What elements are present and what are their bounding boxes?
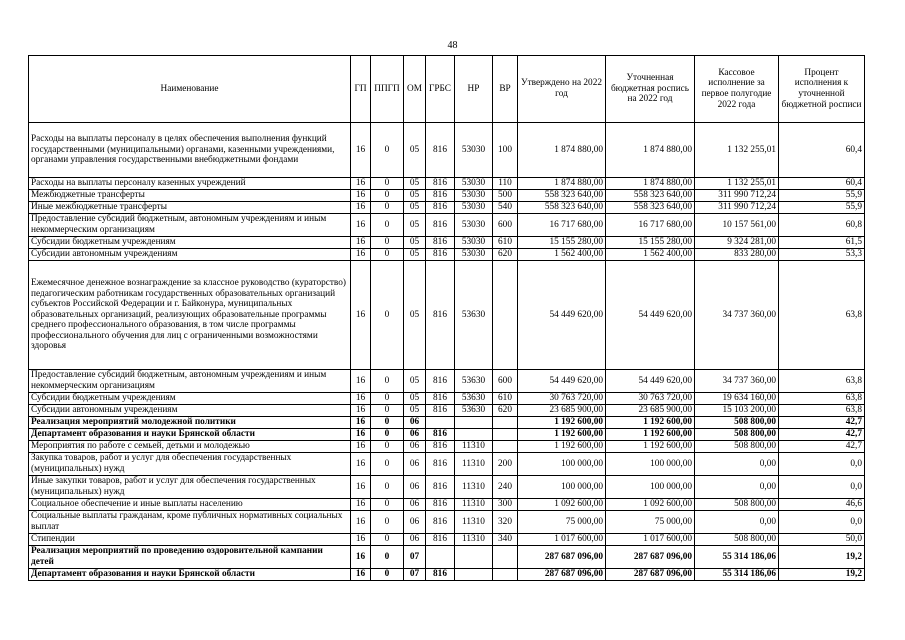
cell-cash: 19 634 160,00 <box>695 393 779 405</box>
cell-gp: 16 <box>351 546 371 569</box>
cell-vr: 340 <box>493 534 518 546</box>
table-row <box>29 123 865 178</box>
cell-np: 11310 <box>455 441 493 453</box>
cell-cash: 34 737 360,00 <box>695 370 779 393</box>
cell-percent: 55,9 <box>779 190 865 202</box>
table-row <box>29 534 865 546</box>
cell-grbs: 816 <box>426 178 455 190</box>
cell-refined: 1 874 880,00 <box>606 123 695 178</box>
cell-name: Ежемесячное денежное вознаграждение за классное руководство (кураторство) педагогическим работникам государственных образовательных организаций субъектов Российской Федерации и г. Байконура, муниципальных образовательных организаций, реализующих образовательные программы среднего профессионального образования, в том числе программы профессионального обучения для лиц с ограниченными возможностями здоровья <box>29 261 351 370</box>
cell-om: 07 <box>404 569 426 581</box>
cell-vr: 610 <box>493 393 518 405</box>
cell-grbs: 816 <box>426 441 455 453</box>
cell-cash: 508 800,00 <box>695 534 779 546</box>
cell-om: 06 <box>404 453 426 476</box>
cell-gp: 16 <box>351 261 371 370</box>
cell-percent: 63,8 <box>779 370 865 393</box>
cell-om: 06 <box>404 511 426 534</box>
table-row <box>29 499 865 511</box>
cell-percent: 0,0 <box>779 511 865 534</box>
cell-cash: 508 800,00 <box>695 417 779 429</box>
cell-gp: 16 <box>351 534 371 546</box>
cell-ppgp: 0 <box>371 453 404 476</box>
cell-percent: 60,4 <box>779 178 865 190</box>
cell-vr <box>493 546 518 569</box>
cell-ppgp: 0 <box>371 249 404 261</box>
cell-approved: 558 323 640,00 <box>518 190 606 202</box>
cell-grbs: 816 <box>426 499 455 511</box>
cell-vr: 100 <box>493 123 518 178</box>
page-number: 48 <box>447 40 458 51</box>
cell-name: Предоставление субсидий бюджетным, автономным учреждениям и иным некоммерческим организациям <box>29 370 351 393</box>
cell-cash: 311 990 712,24 <box>695 190 779 202</box>
table-row <box>29 511 865 534</box>
cell-ppgp: 0 <box>371 534 404 546</box>
cell-vr: 240 <box>493 476 518 499</box>
cell-percent: 0,0 <box>779 453 865 476</box>
cell-name: Межбюджетные трансферты <box>29 190 351 202</box>
header-gp: ГП <box>351 56 371 123</box>
cell-om: 05 <box>404 178 426 190</box>
header-name: Наименование <box>29 56 351 123</box>
cell-grbs: 816 <box>426 249 455 261</box>
cell-gp: 16 <box>351 429 371 441</box>
cell-om: 06 <box>404 534 426 546</box>
header-np: НР <box>455 56 493 123</box>
header-grbs: ГРБС <box>426 56 455 123</box>
cell-cash: 55 314 186,06 <box>695 569 779 581</box>
table-row <box>29 202 865 214</box>
cell-np: 11310 <box>455 534 493 546</box>
cell-gp: 16 <box>351 237 371 249</box>
cell-om: 05 <box>404 405 426 417</box>
cell-gp: 16 <box>351 417 371 429</box>
cell-refined: 287 687 096,00 <box>606 569 695 581</box>
cell-np: 53030 <box>455 249 493 261</box>
cell-om: 06 <box>404 499 426 511</box>
cell-gp: 16 <box>351 214 371 237</box>
cell-approved: 16 717 680,00 <box>518 214 606 237</box>
cell-ppgp: 0 <box>371 499 404 511</box>
cell-percent: 60,8 <box>779 214 865 237</box>
cell-gp: 16 <box>351 393 371 405</box>
cell-cash: 0,00 <box>695 476 779 499</box>
cell-approved: 75 000,00 <box>518 511 606 534</box>
table-row <box>29 261 865 370</box>
cell-percent: 50,0 <box>779 534 865 546</box>
cell-cash: 34 737 360,00 <box>695 261 779 370</box>
cell-ppgp: 0 <box>371 569 404 581</box>
cell-grbs: 816 <box>426 476 455 499</box>
header-cash: Кассовое исполнение за первое полугодие 2022 года <box>695 56 779 123</box>
cell-np: 53630 <box>455 405 493 417</box>
cell-grbs: 816 <box>426 393 455 405</box>
cell-grbs: 816 <box>426 370 455 393</box>
cell-name: Социальное обеспечение и иные выплаты населению <box>29 499 351 511</box>
table-row <box>29 237 865 249</box>
cell-refined: 558 323 640,00 <box>606 190 695 202</box>
cell-refined: 287 687 096,00 <box>606 546 695 569</box>
cell-approved: 30 763 720,00 <box>518 393 606 405</box>
table-row <box>29 214 865 237</box>
cell-cash: 508 800,00 <box>695 499 779 511</box>
cell-np: 53030 <box>455 202 493 214</box>
cell-approved: 287 687 096,00 <box>518 569 606 581</box>
cell-grbs: 816 <box>426 453 455 476</box>
cell-grbs: 816 <box>426 123 455 178</box>
table-header-row <box>29 56 865 123</box>
cell-name: Стипендии <box>29 534 351 546</box>
cell-percent: 46,6 <box>779 499 865 511</box>
cell-refined: 1 092 600,00 <box>606 499 695 511</box>
cell-approved: 1 874 880,00 <box>518 123 606 178</box>
cell-ppgp: 0 <box>371 417 404 429</box>
cell-name: Закупка товаров, работ и услуг для обеспечения государственных (муниципальных) нужд <box>29 453 351 476</box>
cell-gp: 16 <box>351 202 371 214</box>
cell-ppgp: 0 <box>371 190 404 202</box>
cell-grbs: 816 <box>426 237 455 249</box>
cell-vr: 110 <box>493 178 518 190</box>
table-row <box>29 393 865 405</box>
table-row <box>29 405 865 417</box>
cell-approved: 1 874 880,00 <box>518 178 606 190</box>
cell-refined: 15 155 280,00 <box>606 237 695 249</box>
cell-om: 05 <box>404 123 426 178</box>
cell-refined: 16 717 680,00 <box>606 214 695 237</box>
cell-name: Субсидии бюджетным учреждениям <box>29 393 351 405</box>
cell-ppgp: 0 <box>371 546 404 569</box>
cell-np: 53630 <box>455 393 493 405</box>
table-row <box>29 249 865 261</box>
cell-name: Мероприятия по работе с семьей, детьми и молодежью <box>29 441 351 453</box>
cell-refined: 558 323 640,00 <box>606 202 695 214</box>
cell-refined: 1 017 600,00 <box>606 534 695 546</box>
table-row <box>29 429 865 441</box>
header-om: ОМ <box>404 56 426 123</box>
cell-om: 06 <box>404 417 426 429</box>
cell-np: 53030 <box>455 237 493 249</box>
cell-approved: 1 192 600,00 <box>518 441 606 453</box>
cell-approved: 1 192 600,00 <box>518 417 606 429</box>
cell-np: 53030 <box>455 214 493 237</box>
cell-refined: 1 192 600,00 <box>606 417 695 429</box>
cell-grbs <box>426 417 455 429</box>
cell-ppgp: 0 <box>371 370 404 393</box>
cell-np <box>455 429 493 441</box>
header-ppgp: ППГП <box>371 56 404 123</box>
cell-np: 11310 <box>455 476 493 499</box>
cell-percent: 42,7 <box>779 429 865 441</box>
cell-om: 05 <box>404 190 426 202</box>
header-approved: Утверждено на 2022 год <box>518 56 606 123</box>
cell-grbs <box>426 546 455 569</box>
cell-approved: 15 155 280,00 <box>518 237 606 249</box>
cell-name: Реализация мероприятий молодежной политики <box>29 417 351 429</box>
cell-cash: 1 132 255,01 <box>695 123 779 178</box>
cell-ppgp: 0 <box>371 476 404 499</box>
cell-ppgp: 0 <box>371 511 404 534</box>
cell-approved: 1 192 600,00 <box>518 429 606 441</box>
cell-percent: 63,8 <box>779 405 865 417</box>
cell-percent: 63,8 <box>779 393 865 405</box>
cell-vr: 600 <box>493 370 518 393</box>
cell-om: 05 <box>404 393 426 405</box>
cell-ppgp: 0 <box>371 123 404 178</box>
cell-vr <box>493 417 518 429</box>
cell-gp: 16 <box>351 569 371 581</box>
cell-gp: 16 <box>351 453 371 476</box>
budget-execution-table <box>28 55 865 581</box>
cell-ppgp: 0 <box>371 214 404 237</box>
cell-om: 06 <box>404 441 426 453</box>
cell-vr: 300 <box>493 499 518 511</box>
table-row <box>29 178 865 190</box>
header-vr: ВР <box>493 56 518 123</box>
header-refined: Уточненная бюджетная роспись на 2022 год <box>606 56 695 123</box>
cell-name: Предоставление субсидий бюджетным, автономным учреждениям и иным некоммерческим организациям <box>29 214 351 237</box>
cell-np: 53630 <box>455 261 493 370</box>
cell-np: 11310 <box>455 453 493 476</box>
cell-gp: 16 <box>351 370 371 393</box>
cell-name: Субсидии автономным учреждениям <box>29 405 351 417</box>
cell-name: Субсидии автономным учреждениям <box>29 249 351 261</box>
table-body <box>29 123 865 581</box>
cell-approved: 287 687 096,00 <box>518 546 606 569</box>
cell-approved: 54 449 620,00 <box>518 370 606 393</box>
cell-om: 05 <box>404 237 426 249</box>
cell-approved: 1 562 400,00 <box>518 249 606 261</box>
cell-cash: 508 800,00 <box>695 429 779 441</box>
cell-vr: 320 <box>493 511 518 534</box>
cell-refined: 100 000,00 <box>606 476 695 499</box>
cell-name: Иные закупки товаров, работ и услуг для обеспечения государственных (муниципальных) нужд <box>29 476 351 499</box>
cell-vr <box>493 261 518 370</box>
cell-gp: 16 <box>351 190 371 202</box>
cell-ppgp: 0 <box>371 393 404 405</box>
cell-name: Департамент образования и науки Брянской области <box>29 569 351 581</box>
cell-np <box>455 546 493 569</box>
cell-cash: 311 990 712,24 <box>695 202 779 214</box>
cell-refined: 1 874 880,00 <box>606 178 695 190</box>
cell-np: 11310 <box>455 499 493 511</box>
cell-refined: 54 449 620,00 <box>606 370 695 393</box>
table-row <box>29 569 865 581</box>
cell-percent: 60,4 <box>779 123 865 178</box>
cell-np: 53030 <box>455 190 493 202</box>
table-row <box>29 453 865 476</box>
cell-cash: 0,00 <box>695 453 779 476</box>
cell-np: 53030 <box>455 123 493 178</box>
cell-name: Субсидии бюджетным учреждениям <box>29 237 351 249</box>
cell-grbs: 816 <box>426 202 455 214</box>
cell-refined: 100 000,00 <box>606 453 695 476</box>
cell-gp: 16 <box>351 178 371 190</box>
cell-vr: 600 <box>493 214 518 237</box>
cell-ppgp: 0 <box>371 202 404 214</box>
cell-ppgp: 0 <box>371 429 404 441</box>
cell-om: 06 <box>404 476 426 499</box>
cell-cash: 15 103 200,00 <box>695 405 779 417</box>
cell-grbs: 816 <box>426 511 455 534</box>
cell-refined: 1 192 600,00 <box>606 429 695 441</box>
cell-vr: 200 <box>493 453 518 476</box>
cell-vr: 610 <box>493 237 518 249</box>
cell-name: Департамент образования и науки Брянской области <box>29 429 351 441</box>
cell-name: Иные межбюджетные трансферты <box>29 202 351 214</box>
cell-percent: 53,3 <box>779 249 865 261</box>
cell-np: 11310 <box>455 511 493 534</box>
cell-gp: 16 <box>351 249 371 261</box>
cell-refined: 30 763 720,00 <box>606 393 695 405</box>
cell-percent: 19,2 <box>779 546 865 569</box>
cell-percent: 0,0 <box>779 476 865 499</box>
cell-vr <box>493 569 518 581</box>
cell-gp: 16 <box>351 511 371 534</box>
cell-approved: 100 000,00 <box>518 453 606 476</box>
cell-percent: 63,8 <box>779 261 865 370</box>
cell-vr: 500 <box>493 190 518 202</box>
cell-ppgp: 0 <box>371 405 404 417</box>
cell-refined: 1 192 600,00 <box>606 441 695 453</box>
cell-grbs: 816 <box>426 261 455 370</box>
cell-ppgp: 0 <box>371 441 404 453</box>
cell-name: Реализация мероприятий по проведению оздоровительной кампании детей <box>29 546 351 569</box>
cell-grbs: 816 <box>426 569 455 581</box>
cell-refined: 1 562 400,00 <box>606 249 695 261</box>
cell-cash: 55 314 186,06 <box>695 546 779 569</box>
cell-grbs: 816 <box>426 405 455 417</box>
cell-om: 06 <box>404 429 426 441</box>
cell-refined: 23 685 900,00 <box>606 405 695 417</box>
cell-gp: 16 <box>351 123 371 178</box>
cell-percent: 42,7 <box>779 441 865 453</box>
cell-refined: 75 000,00 <box>606 511 695 534</box>
cell-om: 05 <box>404 370 426 393</box>
cell-np <box>455 417 493 429</box>
cell-gp: 16 <box>351 405 371 417</box>
cell-percent: 19,2 <box>779 569 865 581</box>
cell-approved: 54 449 620,00 <box>518 261 606 370</box>
cell-vr: 540 <box>493 202 518 214</box>
cell-vr: 620 <box>493 405 518 417</box>
cell-vr <box>493 441 518 453</box>
cell-percent: 42,7 <box>779 417 865 429</box>
cell-np <box>455 569 493 581</box>
cell-grbs: 816 <box>426 429 455 441</box>
cell-om: 05 <box>404 214 426 237</box>
cell-ppgp: 0 <box>371 237 404 249</box>
cell-cash: 10 157 561,00 <box>695 214 779 237</box>
cell-percent: 61,5 <box>779 237 865 249</box>
cell-approved: 1 092 600,00 <box>518 499 606 511</box>
cell-om: 05 <box>404 202 426 214</box>
cell-approved: 100 000,00 <box>518 476 606 499</box>
cell-name: Социальные выплаты гражданам, кроме публичных нормативных социальных выплат <box>29 511 351 534</box>
cell-cash: 9 324 281,00 <box>695 237 779 249</box>
cell-om: 05 <box>404 249 426 261</box>
cell-vr <box>493 429 518 441</box>
cell-name: Расходы на выплаты персоналу в целях обеспечения выполнения функций государственными (муниципальными) органами, казенными учреждениями, органами управления государственными внебюджетными фондами <box>29 123 351 178</box>
cell-approved: 558 323 640,00 <box>518 202 606 214</box>
cell-om: 05 <box>404 261 426 370</box>
cell-approved: 23 685 900,00 <box>518 405 606 417</box>
header-percent: Процент исполнения к уточненной бюджетной росписи <box>779 56 865 123</box>
table-row <box>29 417 865 429</box>
cell-grbs: 816 <box>426 214 455 237</box>
table-row <box>29 546 865 569</box>
cell-ppgp: 0 <box>371 178 404 190</box>
cell-refined: 54 449 620,00 <box>606 261 695 370</box>
cell-vr: 620 <box>493 249 518 261</box>
cell-np: 53630 <box>455 370 493 393</box>
cell-cash: 833 280,00 <box>695 249 779 261</box>
cell-gp: 16 <box>351 441 371 453</box>
cell-ppgp: 0 <box>371 261 404 370</box>
cell-cash: 1 132 255,01 <box>695 178 779 190</box>
cell-cash: 0,00 <box>695 511 779 534</box>
cell-approved: 1 017 600,00 <box>518 534 606 546</box>
cell-grbs: 816 <box>426 190 455 202</box>
cell-name: Расходы на выплаты персоналу казенных учреждений <box>29 178 351 190</box>
table-row <box>29 441 865 453</box>
cell-om: 07 <box>404 546 426 569</box>
cell-gp: 16 <box>351 499 371 511</box>
cell-percent: 55,9 <box>779 202 865 214</box>
table-row <box>29 190 865 202</box>
table-row <box>29 370 865 393</box>
cell-gp: 16 <box>351 476 371 499</box>
cell-np: 53030 <box>455 178 493 190</box>
cell-cash: 508 800,00 <box>695 441 779 453</box>
cell-grbs: 816 <box>426 534 455 546</box>
table-row <box>29 476 865 499</box>
